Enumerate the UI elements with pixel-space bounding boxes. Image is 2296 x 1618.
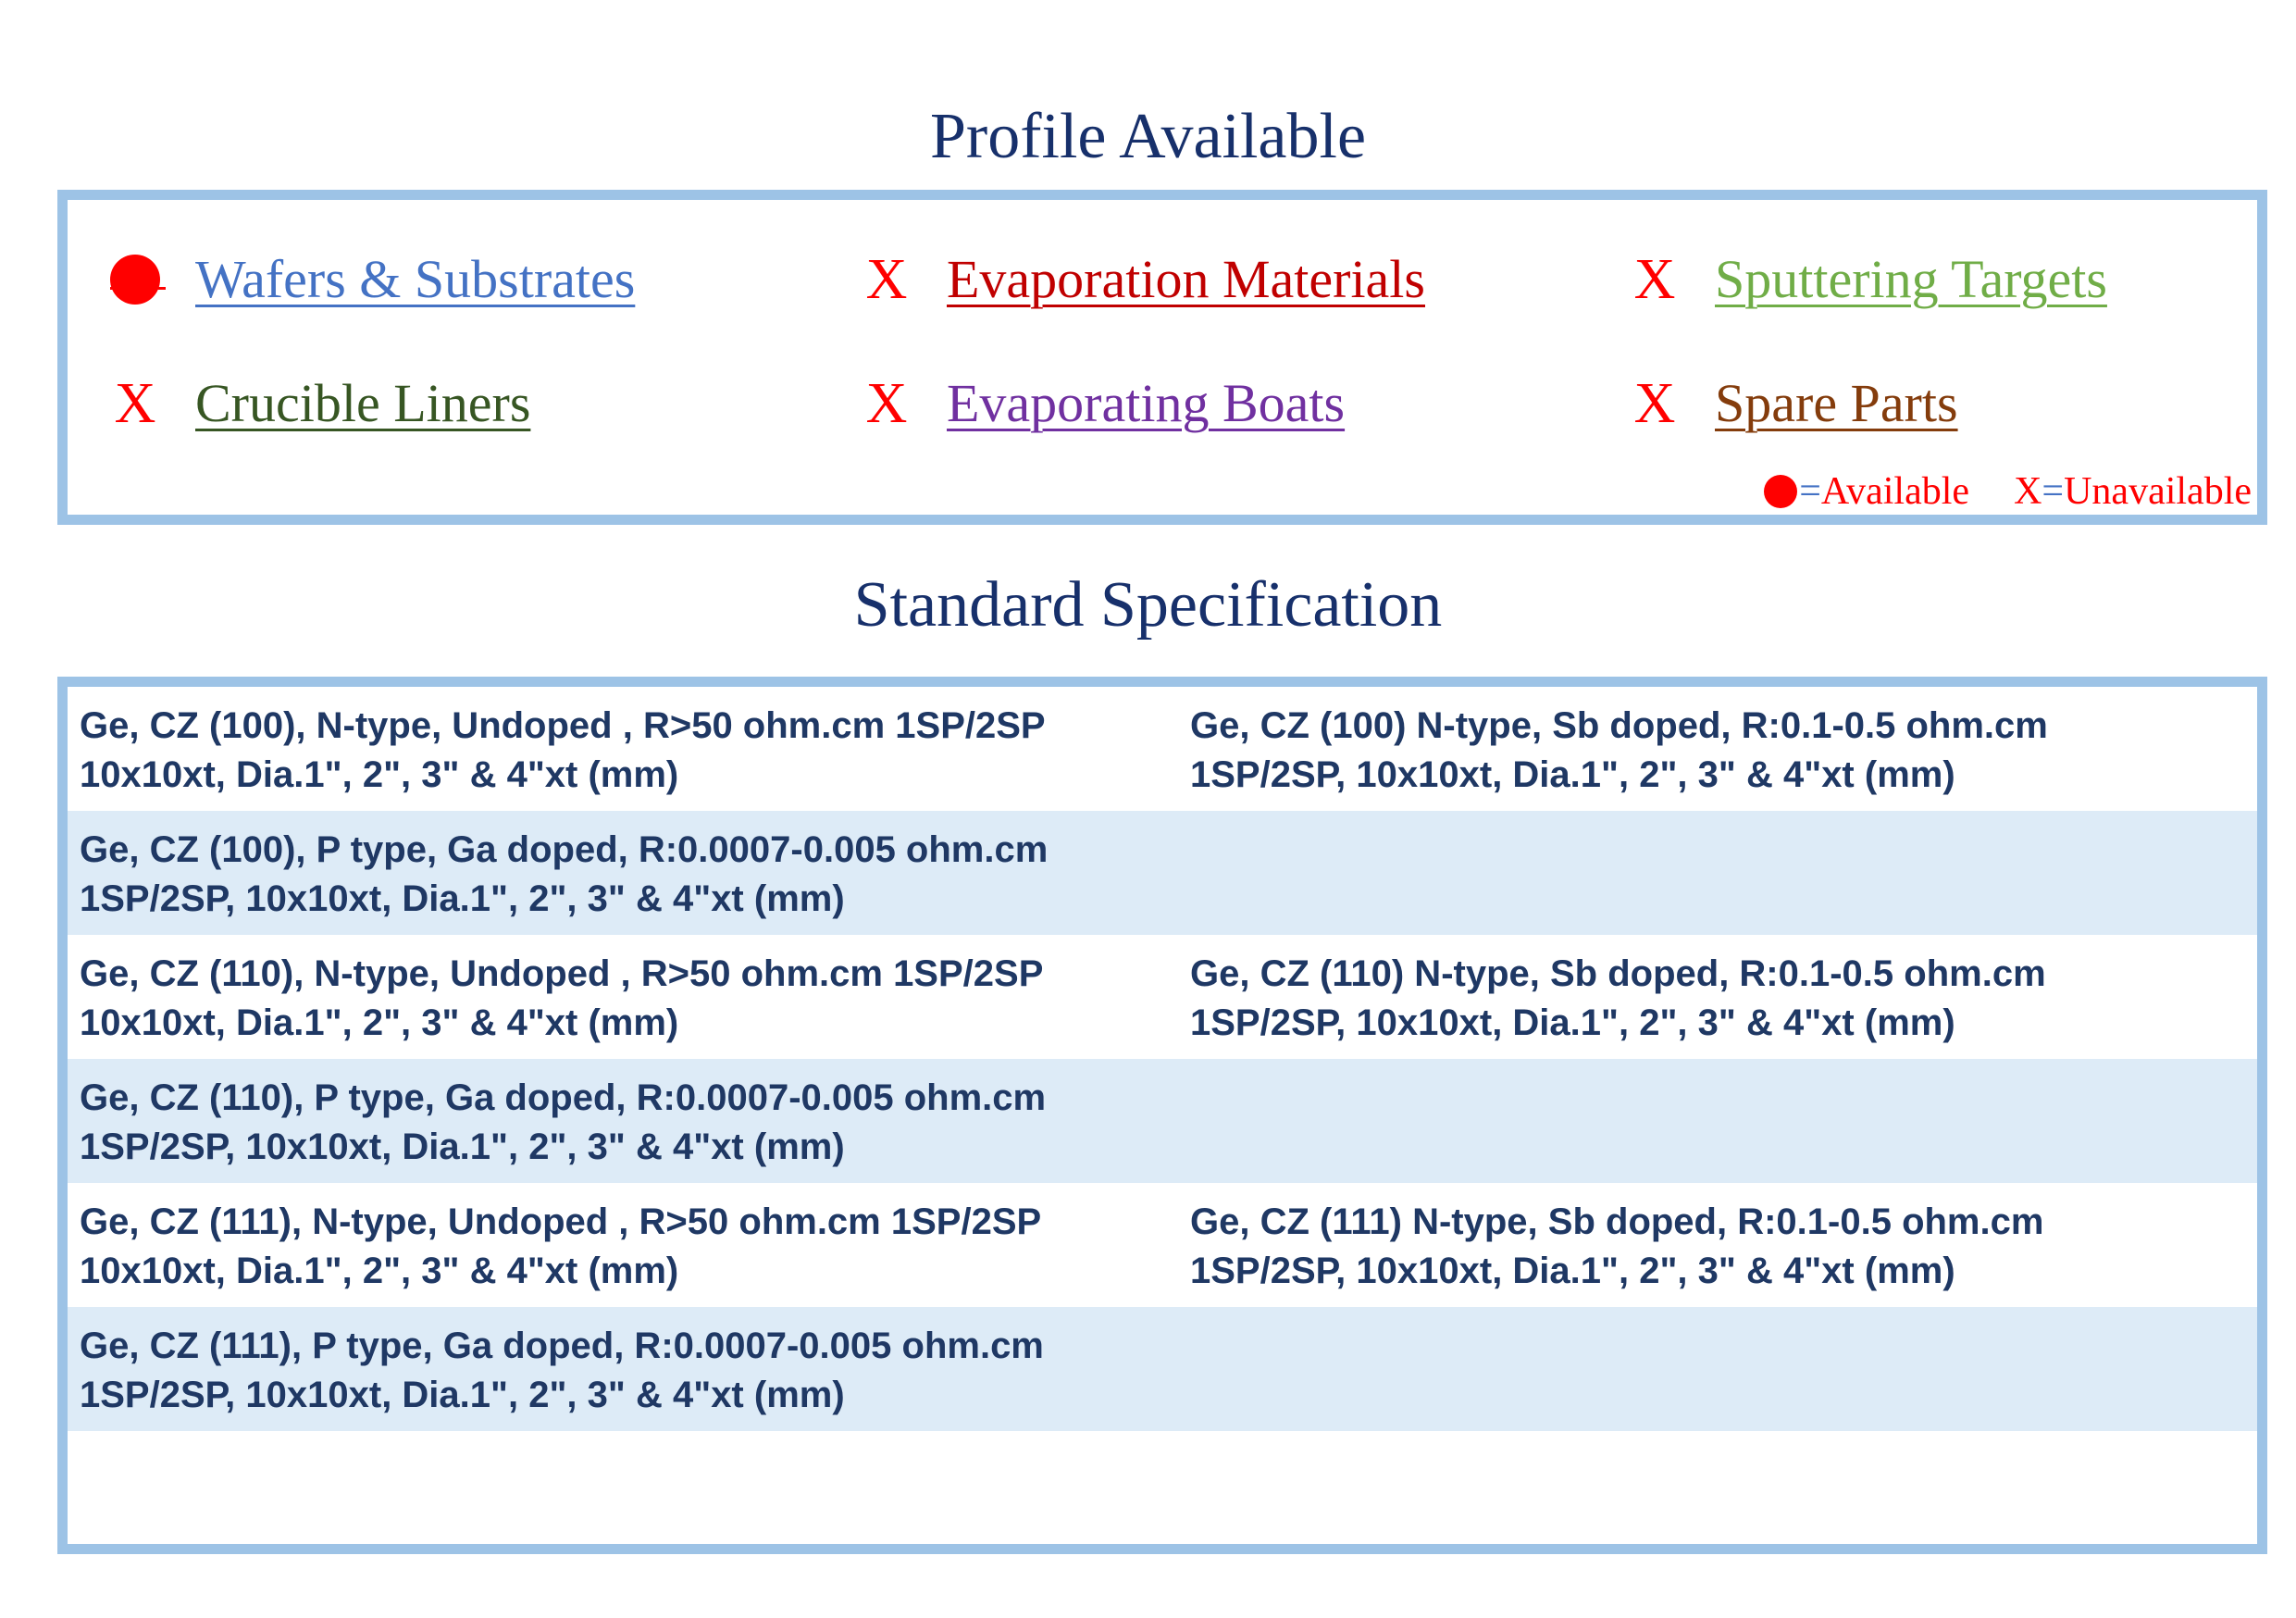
profile-item-spare-parts[interactable] <box>1622 367 2252 441</box>
wafers-substrates-link[interactable]: Wafers & Substrates <box>195 249 636 309</box>
unavailable-x-icon: X <box>865 371 908 435</box>
profile-available-box <box>57 190 2267 525</box>
unavailable-x-icon: X <box>1633 371 1676 435</box>
profile-item-evaporating-boats[interactable] <box>854 367 1595 441</box>
spec-cell-left: Ge, CZ (100), N-type, Undoped , R>50 ohm.cm 1SP/2SP 10x10xt, Dia.1", 2", 3" & 4"xt (mm) <box>80 705 1046 795</box>
spec-cell-left: Ge, CZ (100), P type, Ga doped, R:0.0007-0.005 ohm.cm 1SP/2SP, 10x10xt, Dia.1", 2", 3" & 4"xt (mm) <box>80 829 1049 919</box>
legend-unavailable-eq: = <box>2042 470 2065 513</box>
crucible-liners-link[interactable]: Crucible Liners <box>195 373 531 433</box>
legend-available-text: Available <box>1820 470 1970 513</box>
spec-cell-right: Ge, CZ (100) N-type, Sb doped, R:0.1-0.5 ohm.cm 1SP/2SP, 10x10xt, Dia.1", 2", 3" & 4"xt (mm) <box>1190 705 2048 795</box>
table-row <box>68 1183 2257 1307</box>
profile-item-sputtering-targets[interactable] <box>1622 243 2252 317</box>
spec-cell-left: Ge, CZ (111), N-type, Undoped , R>50 ohm.cm 1SP/2SP 10x10xt, Dia.1", 2", 3" & 4"xt (mm) <box>80 1201 1042 1291</box>
unavailable-x-icon: X <box>114 371 156 435</box>
spec-cell-right: Ge, CZ (111) N-type, Sb doped, R:0.1-0.5 ohm.cm 1SP/2SP, 10x10xt, Dia.1", 2", 3" & 4"xt (mm) <box>1190 1201 2044 1291</box>
table-row <box>68 687 2257 811</box>
available-dot-icon <box>103 243 168 317</box>
spec-cell-left: Ge, CZ (110), N-type, Undoped , R>50 ohm.cm 1SP/2SP 10x10xt, Dia.1", 2", 3" & 4"xt (mm) <box>80 953 1044 1043</box>
standard-specification-table <box>57 677 2267 1554</box>
standard-specification-title: Standard Specification <box>853 569 1443 641</box>
profile-item-crucible-liners[interactable] <box>68 367 808 441</box>
profile-item-wafers-substrates[interactable] <box>68 243 808 317</box>
evaporation-materials-link[interactable]: Evaporation Materials <box>947 249 1425 309</box>
evaporating-boats-link[interactable]: Evaporating Boats <box>947 373 1346 433</box>
spare-parts-link[interactable]: Spare Parts <box>1715 373 1958 433</box>
table-row <box>68 1059 2257 1183</box>
sputtering-targets-link[interactable]: Sputtering Targets <box>1715 249 2107 309</box>
legend-available-dot-icon <box>1764 475 1797 508</box>
table-row <box>68 1307 2257 1431</box>
table-row <box>68 935 2257 1059</box>
legend-available-eq: = <box>1799 470 1821 513</box>
unavailable-x-icon: X <box>1633 247 1676 311</box>
spec-cell-right: Ge, CZ (110) N-type, Sb doped, R:0.1-0.5 ohm.cm 1SP/2SP, 10x10xt, Dia.1", 2", 3" & 4"xt (mm) <box>1190 953 2046 1043</box>
availability-legend <box>1764 468 2252 515</box>
spec-cell-left: Ge, CZ (110), P type, Ga doped, R:0.0007-0.005 ohm.cm 1SP/2SP, 10x10xt, Dia.1", 2", 3" & 4"xt (mm) <box>80 1077 1047 1167</box>
spec-cell-left: Ge, CZ (111), P type, Ga doped, R:0.0007-0.005 ohm.cm 1SP/2SP, 10x10xt, Dia.1", 2", 3" & 4"xt (mm) <box>80 1326 1044 1415</box>
profile-available-title: Profile Available <box>929 101 1367 172</box>
unavailable-x-icon: X <box>865 247 908 311</box>
legend-unavailable-x-icon: X <box>2014 470 2042 513</box>
profile-item-evaporation-materials[interactable] <box>854 243 1595 317</box>
table-row <box>68 811 2257 935</box>
legend-unavailable-text: Unavailable <box>2064 470 2252 513</box>
available-dot-underline <box>110 287 166 290</box>
